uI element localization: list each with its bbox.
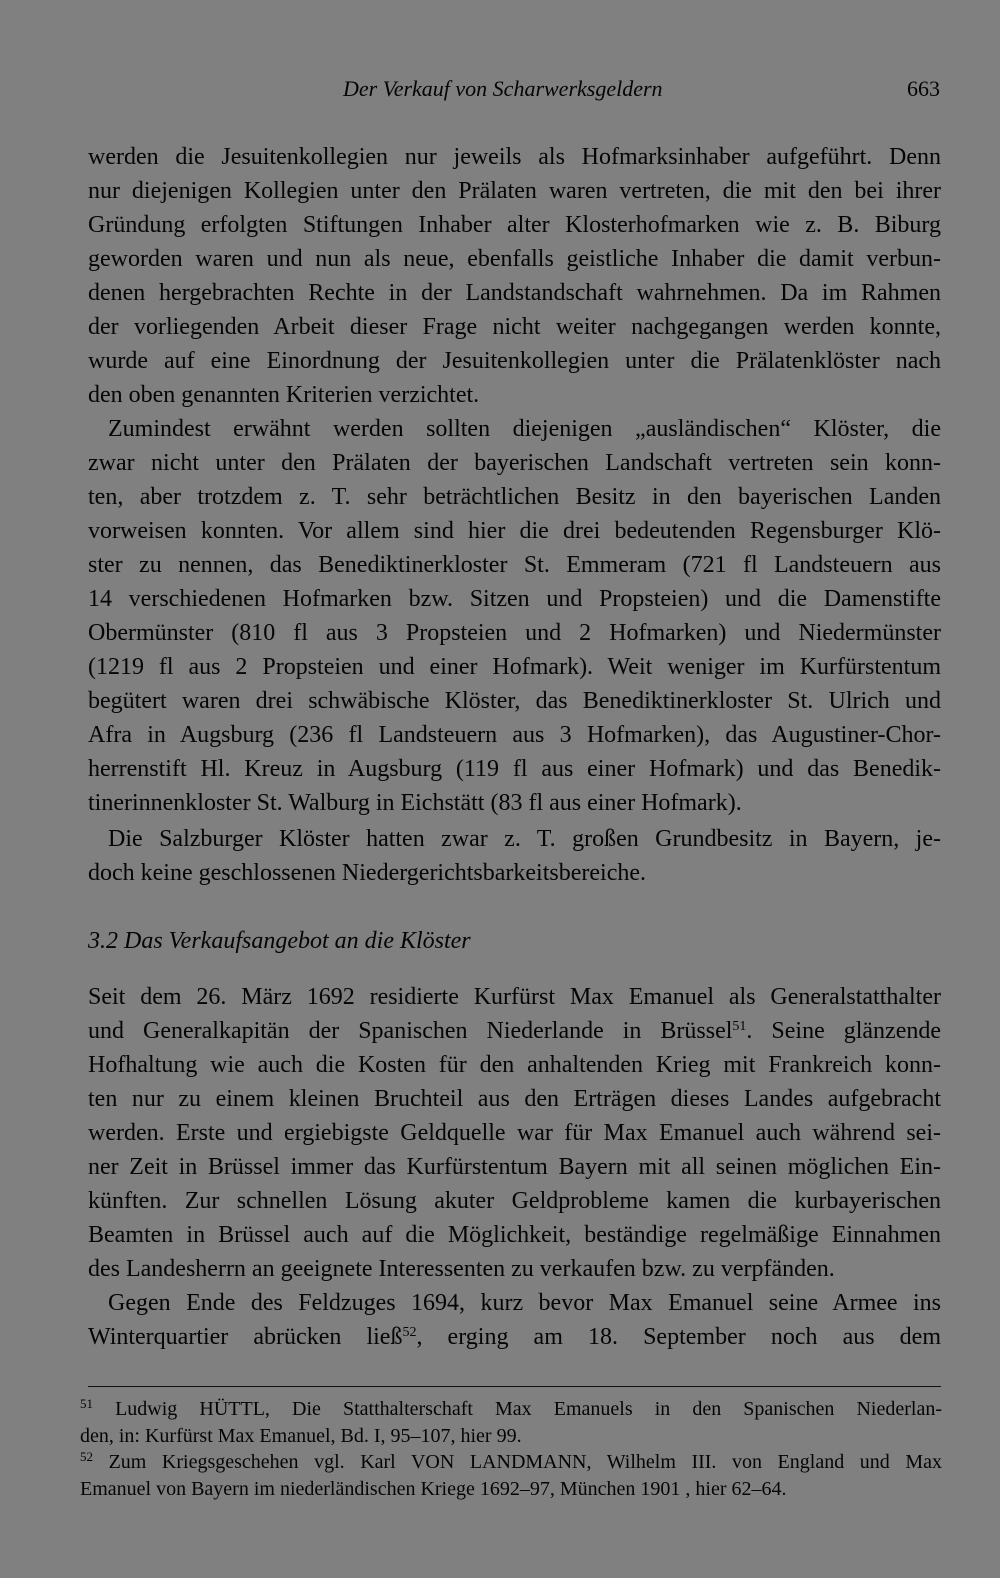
footnote-reference[interactable]: 52: [402, 1325, 417, 1340]
footnote-number: 52: [80, 1449, 93, 1464]
text-line: [88, 1016, 941, 1046]
footnote-51: [80, 1398, 942, 1421]
text-line: werden. Erste und ergiebigste Geldquelle war für Max Emanuel auch während sei-: [88, 1120, 941, 1146]
text-line: denen hergebrachten Rechte in der Landstandschaft wahrnehmen. Da im Rahmen: [88, 280, 941, 306]
text-line: Gründung erfolgten Stiftungen Inhaber alter Klosterhofmarken wie z. B. Biburg: [88, 212, 941, 238]
text-line: tinerinnenkloster St. Walburg in Eichstätt (83 fl aus einer Hofmark).: [88, 790, 742, 816]
text-segment: und Generalkapitän der Spanischen Niederlande in Brüssel: [88, 1018, 733, 1044]
text-segment: , erging am 18. September noch aus dem: [416, 1324, 942, 1350]
text-line: wurde auf eine Einordnung der Jesuitenkollegien unter die Prälatenklöster nach: [88, 348, 941, 374]
text-line: herrenstift Hl. Kreuz in Augsburg (119 fl aus einer Hofmark) und das Benedik-: [88, 756, 941, 782]
page-number: 663: [907, 76, 940, 101]
text-line: werden die Jesuitenkollegien nur jeweils als Hofmarksinhaber aufgeführt. Denn: [88, 144, 941, 170]
footnote-number: 51: [80, 1396, 93, 1411]
text-line: künften. Zur schnellen Lösung akuter Geldprobleme kamen die kurbayerischen: [88, 1188, 941, 1214]
section-heading: 3.2 Das Verkaufsangebot an die Klöster: [88, 928, 471, 954]
footnote-reference[interactable]: 51: [732, 1019, 747, 1034]
text-line: der vorliegenden Arbeit dieser Frage nicht weiter nachgegangen werden konnte,: [88, 314, 941, 340]
text-line: Seit dem 26. März 1692 residierte Kurfürst Max Emanuel als Generalstatthalter: [88, 984, 941, 1010]
text-line: ner Zeit in Brüssel immer das Kurfürstentum Bayern mit all seinen möglichen Ein-: [88, 1154, 941, 1180]
text-line: 14 verschiedenen Hofmarken bzw. Sitzen und Propsteien) und die Damenstifte: [88, 586, 941, 612]
footnote-52: [80, 1451, 942, 1474]
text-line: vorweisen konnten. Vor allem sind hier die drei bedeutenden Regensburger Klö-: [88, 518, 941, 544]
footnote-text-line: den, in: Kurfürst Max Emanuel, Bd. I, 95–107, hier 99.: [80, 1425, 522, 1447]
text-segment: . Seine glänzende: [746, 1018, 941, 1044]
text-line: geworden waren und nun als neue, ebenfalls geistliche Inhaber die damit verbun-: [88, 246, 941, 272]
text-line: Beamten in Brüssel auch auf die Möglichkeit, beständige regelmäßige Einnahmen: [88, 1222, 941, 1248]
footnote-text-line: Emanuel von Bayern im niederländischen Kriege 1692–97, München 1901 , hier 62–64.: [80, 1478, 787, 1500]
text-line: den oben genannten Kriterien verzichtet.: [88, 382, 480, 408]
text-line: ten nur zu einem kleinen Bruchteil aus den Erträgen dieses Landes aufgebracht: [88, 1086, 941, 1112]
footnote-text: Zum Kriegsgeschehen vgl. Karl VON LANDMANN, Wilhelm III. von England und Max: [93, 1451, 942, 1473]
footnote-text: Ludwig HÜTTL, Die Statthalterschaft Max Emanuels in den Spanischen Niederlan-: [93, 1398, 942, 1420]
text-line: [88, 1322, 941, 1352]
running-title: Der Verkauf von Scharwerksgeldern: [343, 76, 663, 101]
text-line: Gegen Ende des Feldzuges 1694, kurz bevor Max Emanuel seine Armee ins: [108, 1290, 941, 1316]
text-line: (1219 fl aus 2 Propsteien und einer Hofmark). Weit weniger im Kurfürstentum: [88, 654, 941, 680]
text-line: Afra in Augsburg (236 fl Landsteuern aus 3 Hofmarken), das Augustiner-Chor-: [88, 722, 941, 748]
text-line: Hofhaltung wie auch die Kosten für den anhaltenden Krieg mit Frankreich konn-: [88, 1052, 941, 1078]
footnote-divider: [88, 1386, 941, 1387]
text-line: doch keine geschlossenen Niedergerichtsbarkeitsbereiche.: [88, 860, 646, 886]
text-line: des Landesherrn an geeignete Interessenten zu verkaufen bzw. zu verpfänden.: [88, 1256, 835, 1282]
text-line: Die Salzburger Klöster hatten zwar z. T. großen Grundbesitz in Bayern, je-: [108, 826, 941, 852]
text-line: Zumindest erwähnt werden sollten diejenigen „ausländischen“ Klöster, die: [108, 416, 941, 442]
text-line: zwar nicht unter den Prälaten der bayerischen Landschaft vertreten sein konn-: [88, 450, 941, 476]
text-line: ten, aber trotzdem z. T. sehr beträchtlichen Besitz in den bayerischen Landen: [88, 484, 941, 510]
text-segment: Winterquartier abrücken ließ: [88, 1324, 403, 1350]
text-line: Obermünster (810 fl aus 3 Propsteien und 2 Hofmarken) und Niedermünster: [88, 620, 941, 646]
text-line: ster zu nennen, das Benediktinerkloster St. Emmeram (721 fl Landsteuern aus: [88, 552, 941, 578]
text-line: begütert waren drei schwäbische Klöster, das Benediktinerkloster St. Ulrich und: [88, 688, 941, 714]
text-line: nur diejenigen Kollegien unter den Prälaten waren vertreten, die mit den bei ihrer: [88, 178, 941, 204]
